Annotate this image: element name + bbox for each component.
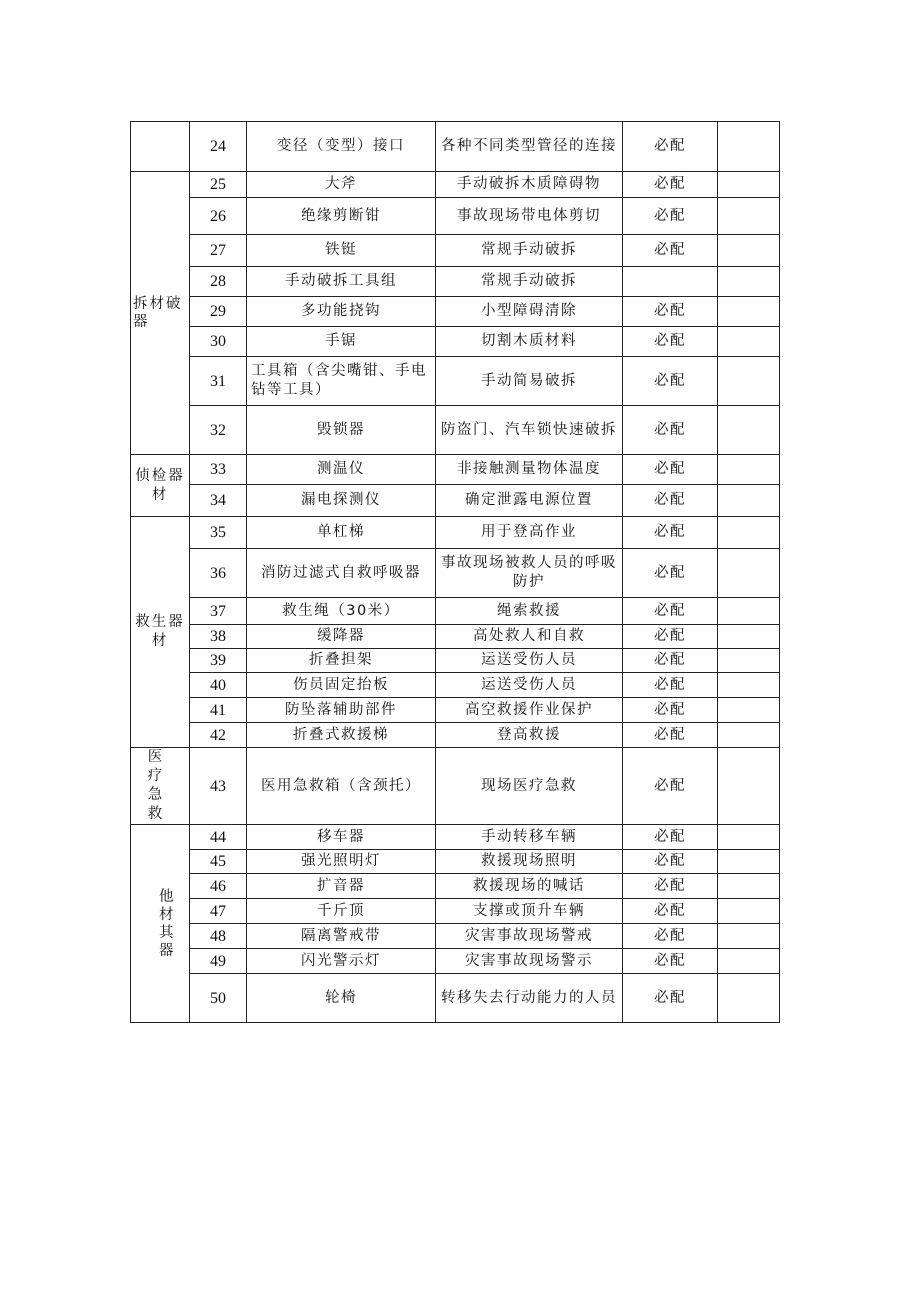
item-number: 50 — [190, 974, 247, 1023]
item-use: 高空救援作业保护 — [436, 698, 623, 723]
table-row — [131, 455, 780, 485]
table-row — [131, 327, 780, 357]
item-use: 防盗门、汽车锁快速破拆 — [436, 406, 623, 455]
item-note — [718, 874, 780, 899]
item-requirement: 必配 — [623, 949, 718, 974]
item-use: 手动简易破拆 — [436, 357, 623, 406]
item-note — [718, 899, 780, 924]
item-use: 灾害事故现场警戒 — [436, 924, 623, 949]
item-note — [718, 357, 780, 406]
table-row — [131, 825, 780, 850]
item-requirement: 必配 — [623, 673, 718, 698]
category-cell: 拆材破器 — [131, 172, 190, 455]
item-number: 42 — [190, 723, 247, 748]
item-use: 支撑或顶升车辆 — [436, 899, 623, 924]
item-use: 确定泄露电源位置 — [436, 485, 623, 517]
item-requirement: 必配 — [623, 899, 718, 924]
item-name: 手动破拆工具组 — [247, 267, 436, 297]
category-cell — [131, 122, 190, 172]
table-row — [131, 517, 780, 549]
item-number: 48 — [190, 924, 247, 949]
item-note — [718, 924, 780, 949]
item-number: 41 — [190, 698, 247, 723]
item-note — [718, 198, 780, 235]
item-number: 47 — [190, 899, 247, 924]
category-cell: 医疗急救 — [131, 748, 190, 825]
item-note — [718, 850, 780, 874]
item-note — [718, 406, 780, 455]
table-row — [131, 748, 780, 825]
item-name: 隔离警戒带 — [247, 924, 436, 949]
item-number: 40 — [190, 673, 247, 698]
item-name: 强光照明灯 — [247, 850, 436, 874]
item-number: 36 — [190, 549, 247, 598]
item-name: 绝缘剪断钳 — [247, 198, 436, 235]
item-use: 手动转移车辆 — [436, 825, 623, 850]
item-use: 常规手动破拆 — [436, 267, 623, 297]
item-note — [718, 327, 780, 357]
table-row — [131, 172, 780, 198]
item-number: 46 — [190, 874, 247, 899]
item-name: 手锯 — [247, 327, 436, 357]
item-use: 登高救援 — [436, 723, 623, 748]
table-row — [131, 598, 780, 625]
table-row — [131, 974, 780, 1023]
item-use: 救援现场的喊话 — [436, 874, 623, 899]
item-requirement: 必配 — [623, 825, 718, 850]
item-note — [718, 625, 780, 649]
item-requirement: 必配 — [623, 297, 718, 327]
item-use: 运送受伤人员 — [436, 649, 623, 673]
item-name: 移车器 — [247, 825, 436, 850]
item-note — [718, 172, 780, 198]
item-requirement — [623, 267, 718, 297]
item-number: 35 — [190, 517, 247, 549]
item-use: 常规手动破拆 — [436, 235, 623, 267]
item-number: 29 — [190, 297, 247, 327]
table-row — [131, 549, 780, 598]
item-requirement: 必配 — [623, 723, 718, 748]
item-use: 高处救人和自救 — [436, 625, 623, 649]
table-row — [131, 874, 780, 899]
table-row — [131, 357, 780, 406]
item-number: 25 — [190, 172, 247, 198]
item-note — [718, 949, 780, 974]
item-name: 工具箱（含尖嘴钳、手电钻等工具） — [247, 357, 436, 406]
item-note — [718, 235, 780, 267]
item-name: 防坠落辅助部件 — [247, 698, 436, 723]
item-use: 各种不同类型管径的连接 — [436, 122, 623, 172]
item-note — [718, 455, 780, 485]
item-requirement: 必配 — [623, 625, 718, 649]
item-use: 绳索救援 — [436, 598, 623, 625]
item-use: 事故现场被救人员的呼吸防护 — [436, 549, 623, 598]
item-name: 铁铤 — [247, 235, 436, 267]
item-note — [718, 598, 780, 625]
table-row — [131, 198, 780, 235]
item-number: 37 — [190, 598, 247, 625]
item-use: 灾害事故现场警示 — [436, 949, 623, 974]
item-number: 39 — [190, 649, 247, 673]
equipment-table — [130, 121, 780, 1023]
item-requirement: 必配 — [623, 649, 718, 673]
item-note — [718, 748, 780, 825]
item-name: 缓降器 — [247, 625, 436, 649]
item-note — [718, 267, 780, 297]
item-name: 折叠担架 — [247, 649, 436, 673]
item-number: 49 — [190, 949, 247, 974]
item-number: 28 — [190, 267, 247, 297]
table-row — [131, 122, 780, 172]
table-row — [131, 673, 780, 698]
item-number: 26 — [190, 198, 247, 235]
item-note — [718, 122, 780, 172]
item-name: 医用急救箱（含颈托） — [247, 748, 436, 825]
table-row — [131, 850, 780, 874]
item-use: 转移失去行动能力的人员 — [436, 974, 623, 1023]
item-requirement: 必配 — [623, 517, 718, 549]
item-requirement: 必配 — [623, 198, 718, 235]
item-use: 非接触测量物体温度 — [436, 455, 623, 485]
item-number: 34 — [190, 485, 247, 517]
item-requirement: 必配 — [623, 748, 718, 825]
item-use: 救援现场照明 — [436, 850, 623, 874]
item-number: 33 — [190, 455, 247, 485]
item-requirement: 必配 — [623, 974, 718, 1023]
table-row — [131, 267, 780, 297]
item-note — [718, 485, 780, 517]
table-row — [131, 235, 780, 267]
table-row — [131, 949, 780, 974]
item-note — [718, 297, 780, 327]
category-cell: 他材其器 — [131, 825, 190, 1023]
item-note — [718, 698, 780, 723]
item-name: 消防过滤式自救呼吸器 — [247, 549, 436, 598]
item-requirement: 必配 — [623, 874, 718, 899]
item-use: 用于登高作业 — [436, 517, 623, 549]
item-requirement: 必配 — [623, 235, 718, 267]
item-requirement: 必配 — [623, 924, 718, 949]
item-note — [718, 549, 780, 598]
item-use: 事故现场带电体剪切 — [436, 198, 623, 235]
item-name: 变径（变型）接口 — [247, 122, 436, 172]
item-requirement: 必配 — [623, 172, 718, 198]
table-row — [131, 899, 780, 924]
item-name: 多功能挠钩 — [247, 297, 436, 327]
item-name: 轮椅 — [247, 974, 436, 1023]
table-row — [131, 406, 780, 455]
item-note — [718, 517, 780, 549]
item-note — [718, 673, 780, 698]
item-number: 24 — [190, 122, 247, 172]
item-use: 手动破拆木质障碍物 — [436, 172, 623, 198]
item-name: 单杠梯 — [247, 517, 436, 549]
item-name: 大斧 — [247, 172, 436, 198]
item-number: 30 — [190, 327, 247, 357]
item-number: 27 — [190, 235, 247, 267]
item-use: 运送受伤人员 — [436, 673, 623, 698]
item-number: 32 — [190, 406, 247, 455]
table-row — [131, 485, 780, 517]
item-requirement: 必配 — [623, 455, 718, 485]
item-requirement: 必配 — [623, 698, 718, 723]
table-row — [131, 649, 780, 673]
item-note — [718, 974, 780, 1023]
item-requirement: 必配 — [623, 485, 718, 517]
item-name: 扩音器 — [247, 874, 436, 899]
item-number: 43 — [190, 748, 247, 825]
item-requirement: 必配 — [623, 850, 718, 874]
table-row — [131, 924, 780, 949]
item-requirement: 必配 — [623, 549, 718, 598]
item-requirement: 必配 — [623, 357, 718, 406]
item-name: 漏电探测仪 — [247, 485, 436, 517]
item-requirement: 必配 — [623, 598, 718, 625]
table-row — [131, 698, 780, 723]
item-requirement: 必配 — [623, 327, 718, 357]
item-name: 伤员固定抬板 — [247, 673, 436, 698]
item-number: 44 — [190, 825, 247, 850]
item-use: 小型障碍清除 — [436, 297, 623, 327]
category-cell: 侦检器材 — [131, 455, 190, 517]
item-note — [718, 825, 780, 850]
item-number: 31 — [190, 357, 247, 406]
item-name: 毁锁器 — [247, 406, 436, 455]
table-row — [131, 297, 780, 327]
table-row — [131, 625, 780, 649]
item-note — [718, 723, 780, 748]
item-note — [718, 649, 780, 673]
item-name: 闪光警示灯 — [247, 949, 436, 974]
table-row — [131, 723, 780, 748]
category-cell: 救生器材 — [131, 517, 190, 748]
item-use: 现场医疗急救 — [436, 748, 623, 825]
item-name: 千斤顶 — [247, 899, 436, 924]
item-use: 切割木质材料 — [436, 327, 623, 357]
item-number: 38 — [190, 625, 247, 649]
item-requirement: 必配 — [623, 122, 718, 172]
item-number: 45 — [190, 850, 247, 874]
item-name: 折叠式救援梯 — [247, 723, 436, 748]
item-name: 测温仪 — [247, 455, 436, 485]
item-requirement: 必配 — [623, 406, 718, 455]
item-name: 救生绳（30米） — [247, 598, 436, 625]
